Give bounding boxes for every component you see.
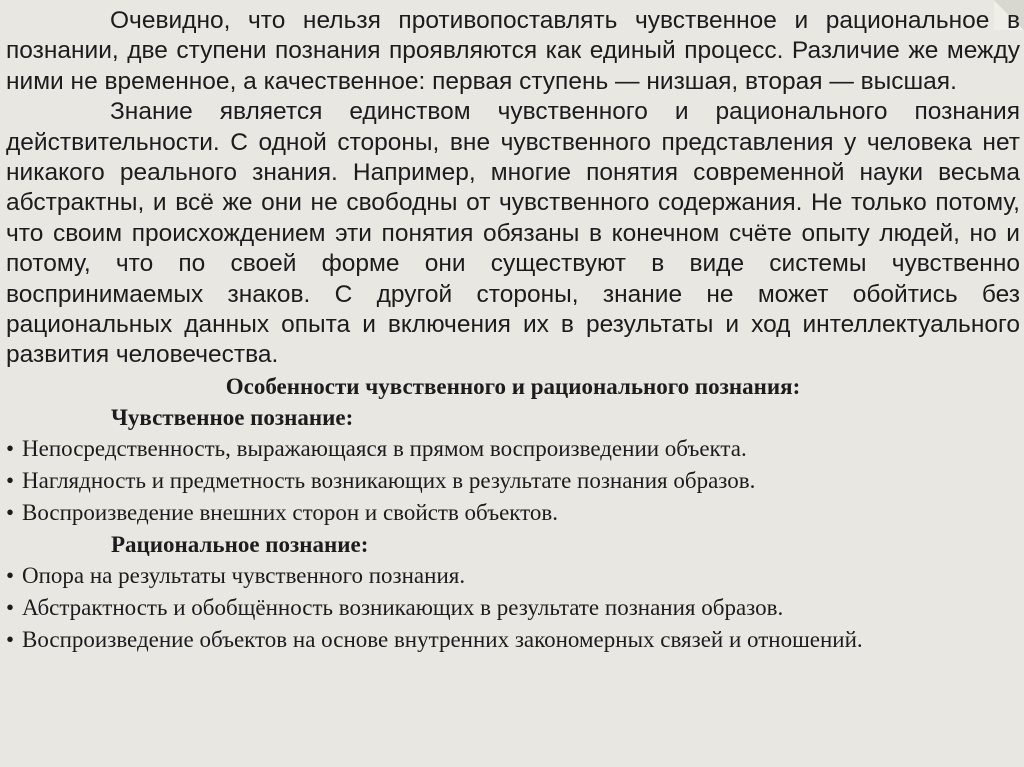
paragraph-1: Очевидно, что нельзя противопоставлять чувственное и рациональное в познании, две ступени познания проявляются как единый процесс. Различие же между ними не временное, а качественное: первая ступень — низшая, вторая — высшая. [6,7,1020,95]
rational-list [6,560,1020,656]
bullet-icon: • [6,467,15,493]
bullet-icon: • [6,562,15,588]
paragraph-2: Знание является единством чувственного и рационального познания действительности. С одной стороны, вне чувственного представления у человека нет никакого реального знания. Например, многие понятия современной науки весьма абстрактны, и всё же они не свободны от чувственного содержания. Не только потому, что своим происхождением эти понятия обязаны в конечном счёте опыту людей, но и потому, что по своей форме они существуют в виде системы чувственно воспринимаемых знаков. С другой стороны, знание не может обойтись без рациональных данных опыта и включения их в результаты и ход интеллектуального развития человечества. [6,98,1020,369]
list-item-text: Воспроизведение объектов на основе внутренних закономерных связей и отношений. [22,626,863,652]
sensory-list [6,433,1020,529]
list-item-text: Опора на результаты чувственного познания. [22,562,466,588]
text-content [6,6,1020,656]
list-item-text: Воспроизведение внешних сторон и свойств объектов. [22,499,559,525]
list-item-text: Абстрактность и обобщённость возникающих в результате познания образов. [22,594,784,620]
list-item-text: Наглядность и предметность возникающих в результате познания образов. [22,467,756,493]
list-item [6,624,1020,656]
bullet-icon: • [6,435,15,461]
bullet-icon: • [6,626,15,652]
bullet-icon: • [6,594,15,620]
list-item [6,465,1020,497]
list-item-text: Непосредственность, выражающаяся в прямом воспроизведении объекта. [22,435,747,461]
list-item [6,592,1020,624]
section-title: Особенности чувственного и рационального познания: [225,373,801,399]
list-item [6,497,1020,529]
list-item [6,560,1020,592]
bullet-icon: • [6,499,15,525]
rational-title: Рациональное познание: [111,531,369,557]
list-item [6,433,1020,465]
sensory-title: Чувственное познание: [111,404,354,430]
